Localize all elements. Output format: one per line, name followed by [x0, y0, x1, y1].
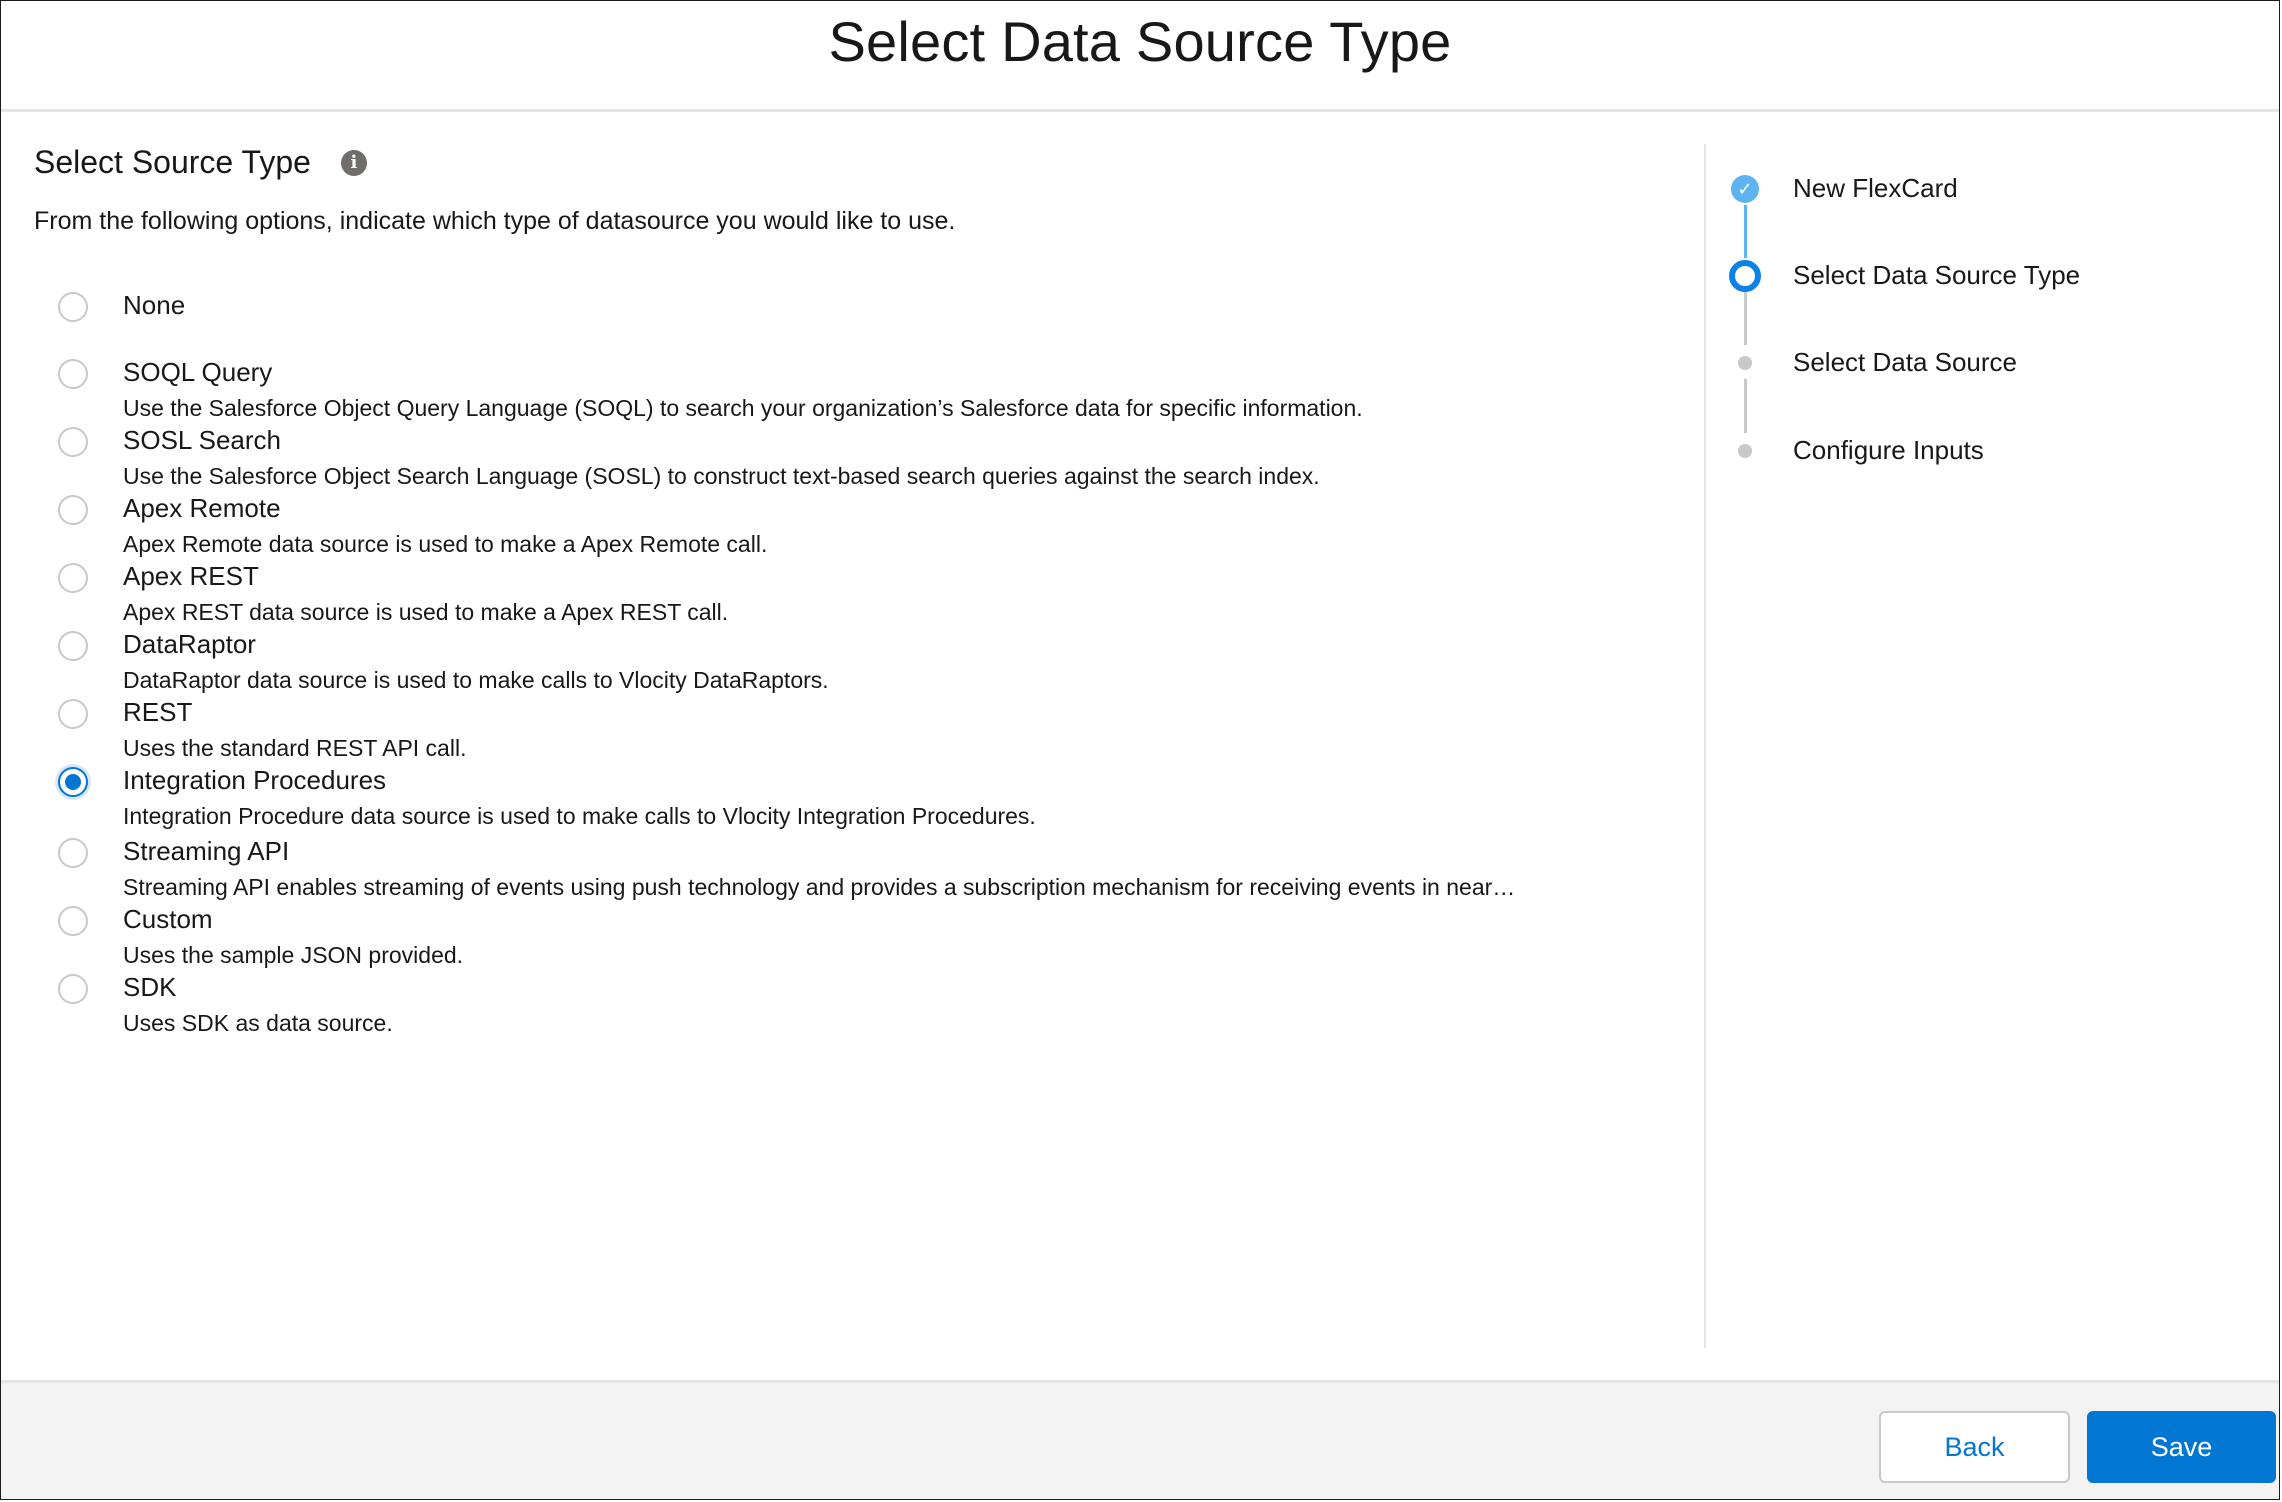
option-label[interactable]: Apex REST	[123, 561, 259, 591]
step-label: New FlexCard	[1793, 173, 1958, 203]
radio-button[interactable]	[58, 767, 88, 797]
source-option[interactable]	[34, 972, 1704, 1052]
step-label: Configure Inputs	[1793, 435, 1984, 465]
modal-body	[1, 112, 2279, 1380]
option-description: DataRaptor data source is used to make calls to Vlocity DataRaptors.	[123, 667, 829, 693]
back-button[interactable]: Back	[1879, 1411, 2070, 1483]
save-button[interactable]: Save	[2087, 1411, 2276, 1483]
section-title	[34, 144, 367, 181]
section-title-text: Select Source Type	[34, 144, 311, 180]
progress-step	[1706, 342, 2266, 382]
radio-button[interactable]	[58, 359, 88, 389]
step-connector	[1744, 205, 1747, 258]
progress-step	[1706, 168, 2266, 208]
option-description: Use the Salesforce Object Query Language (SOQL) to search your organization’s Salesforce data for specific information.	[123, 395, 1363, 421]
step-label: Select Data Source Type	[1793, 260, 2081, 290]
radio-button[interactable]	[58, 631, 88, 661]
radio-button[interactable]	[58, 906, 88, 936]
progress-step	[1706, 255, 2266, 295]
radio-button[interactable]	[58, 974, 88, 1004]
option-label[interactable]: Streaming API	[123, 836, 290, 866]
option-description: Uses the standard REST API call.	[123, 735, 467, 761]
step-connector	[1744, 379, 1747, 433]
pending-step-icon	[1738, 444, 1752, 458]
radio-button[interactable]	[58, 838, 88, 868]
step-label: Select Data Source	[1793, 347, 2018, 377]
option-label[interactable]: SDK	[123, 972, 177, 1002]
option-description: Streaming API enables streaming of events using push technology and provides a subscription mechanism for receiving events in near…	[123, 874, 1516, 900]
source-option[interactable]	[34, 765, 1704, 845]
radio-button[interactable]	[58, 292, 88, 322]
option-description: Apex Remote data source is used to make a Apex Remote call.	[123, 531, 768, 557]
source-type-panel	[34, 112, 1704, 1380]
progress-step	[1706, 430, 2266, 470]
option-description: Uses the sample JSON provided.	[123, 942, 464, 968]
option-label[interactable]: REST	[123, 697, 193, 727]
radio-button[interactable]	[58, 495, 88, 525]
modal-header	[1, 1, 2279, 112]
check-icon: ✓	[1731, 175, 1759, 203]
option-label[interactable]: None	[123, 290, 186, 320]
radio-button[interactable]	[58, 563, 88, 593]
pending-step-icon	[1738, 356, 1752, 370]
option-description: Integration Procedure data source is used to make calls to Vlocity Integration Procedures.	[123, 803, 1036, 829]
option-description: Apex REST data source is used to make a Apex REST call.	[123, 599, 729, 625]
progress-steps	[1706, 112, 2279, 1380]
step-connector	[1744, 292, 1747, 345]
option-description: Use the Salesforce Object Search Language (SOSL) to construct text-based search queries against the search index.	[123, 463, 1320, 489]
info-icon[interactable]: i	[341, 150, 367, 176]
modal-footer	[1, 1380, 2279, 1499]
radio-button[interactable]	[58, 699, 88, 729]
page-title: Select Data Source Type	[828, 9, 1452, 73]
option-label[interactable]: Custom	[123, 904, 213, 934]
option-label[interactable]: SOSL Search	[123, 425, 282, 455]
active-step-icon	[1729, 260, 1761, 292]
section-intro: From the following options, indicate which type of datasource you would like to use.	[34, 207, 956, 235]
option-label[interactable]: Integration Procedures	[123, 765, 387, 795]
option-label[interactable]: DataRaptor	[123, 629, 256, 659]
option-description: Uses SDK as data source.	[123, 1010, 393, 1036]
option-label[interactable]: Apex Remote	[123, 493, 281, 523]
option-label[interactable]: SOQL Query	[123, 357, 273, 387]
radio-button[interactable]	[58, 427, 88, 457]
